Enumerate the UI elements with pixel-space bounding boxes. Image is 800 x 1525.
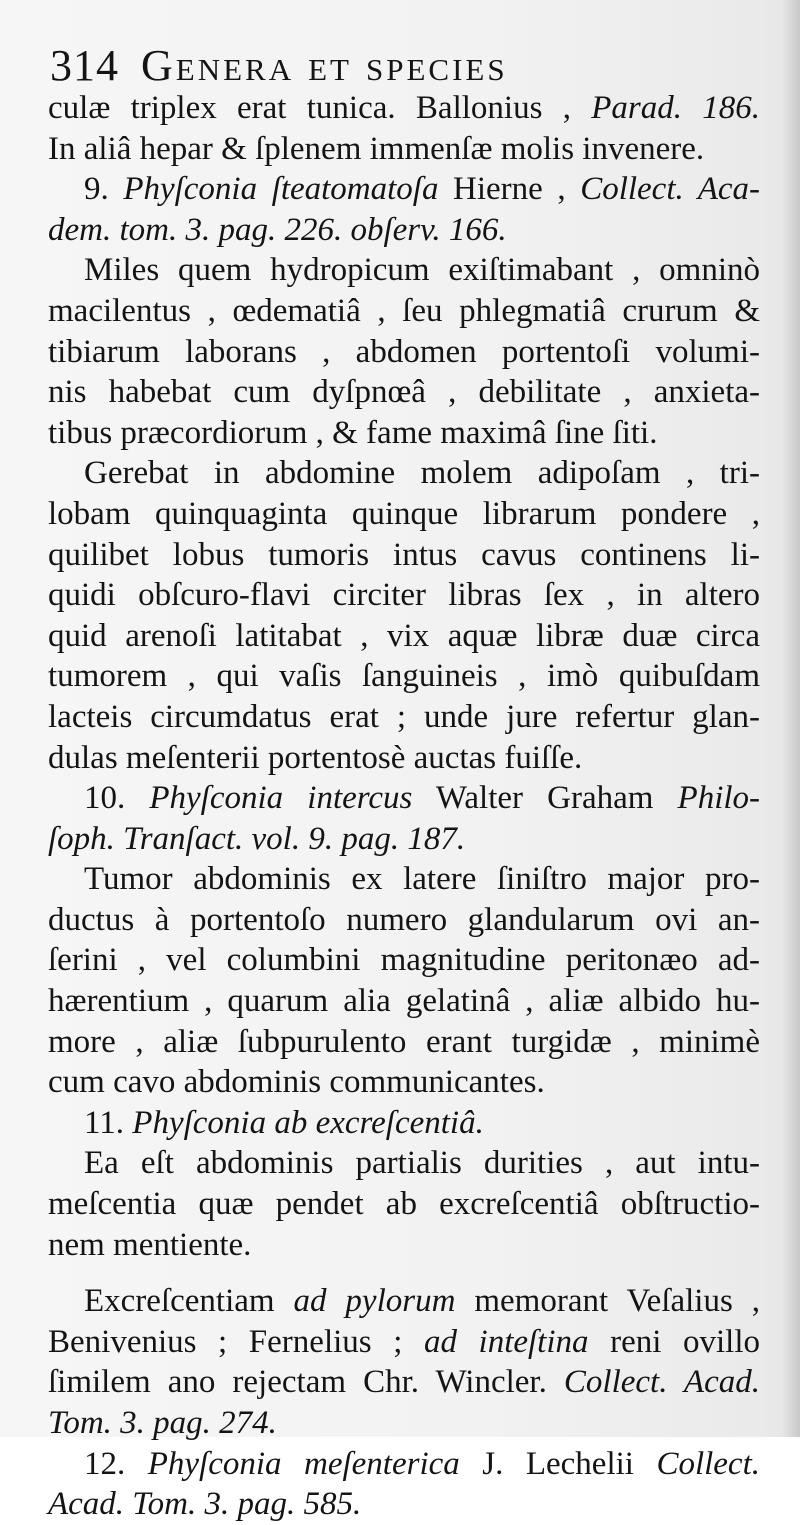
text-line [48,413,760,454]
roman-text: Excreſcentiam [84,1283,294,1320]
roman-text: nis habebat cum dyſpnœâ , debilitate , anxieta- [48,374,760,411]
text-line [48,250,760,291]
page-number: 314 [50,41,119,90]
text-line [48,900,760,941]
text-line [48,1322,760,1363]
roman-text: Miles quem hydropicum exiſtimabant , omninò [84,252,760,289]
roman-text: In aliâ hepar & ſplenem immenſæ molis invenere. [48,130,705,167]
roman-text: J. Lechelii [459,1445,657,1482]
roman-text: Gerebat in abdomine molem adipoſam , tri- [84,455,760,492]
roman-text: Ea eſt abdominis partialis durities , aut intu- [84,1145,760,1182]
text-line [48,575,760,616]
text-line [48,1484,760,1525]
body-text [48,88,760,1525]
roman-text: memorant Veſalius , [455,1283,760,1320]
text-line [48,453,760,494]
text-line [48,656,760,697]
text-line [48,291,760,332]
roman-text: 11. [84,1104,133,1141]
roman-text: ſimilem ano rejectam Chr. Wincler. [48,1364,564,1401]
roman-text: tibus præcordiorum , & fame maximâ ſine ſiti. [48,414,658,451]
roman-text: ductus à portentoſo numero glandularum ovi an- [48,901,760,938]
roman-text: more , aliæ ſubpurulento erant turgidæ , minimè [48,1023,760,1060]
roman-text: Benivenius ; Fernelius ; [48,1323,424,1360]
text-line [48,981,760,1022]
italic-text: Parad. 186. [591,90,760,126]
roman-text: 9. [84,171,124,208]
text-line [48,210,760,251]
italic-text: ad pylorum [293,1283,456,1320]
page-edge-shadow [782,0,800,1437]
text-line [48,738,760,779]
roman-text: Tumor abdominis ex latere ſiniſtro major pro- [84,861,760,898]
running-title: Genera et species [141,41,508,90]
italic-text: Tom. 3. pag. 274. [48,1405,277,1441]
roman-text: quid arenoſi latitabat , vix aquæ libræ duæ circa [48,617,760,654]
italic-text: Philo- [677,780,761,817]
roman-text: Hierne , [438,171,581,208]
running-header [50,40,770,92]
text-line [48,129,760,170]
paragraph-gap [48,1265,760,1281]
italic-text: Phyſconia intercus [149,780,413,817]
italic-text: Acad. Tom. 3. pag. 585. [48,1486,362,1523]
roman-text: reni ovillo [588,1323,760,1360]
italic-text: Phyſconia meſenterica [147,1445,460,1482]
roman-text: 12. [84,1445,148,1482]
text-line [48,88,760,129]
italic-text: Collect. Acad. [563,1364,760,1401]
text-line [48,1184,760,1225]
roman-text: ſerini , vel columbini magnitudine peritonæo ad- [48,942,760,979]
italic-text: ſoph. Tranſact. vol. 9. pag. 187. [48,820,466,857]
text-line [48,819,760,860]
roman-text: tibiarum laborans , abdomen portentoſi volumi- [48,333,760,370]
text-line [48,1022,760,1063]
text-line [48,1225,760,1266]
roman-text: meſcentia quæ pendet ab excreſcentiâ obſtructio- [48,1186,760,1223]
roman-text: tumorem , qui vaſis ſanguineis , imò quibuſdam [48,658,760,695]
italic-text: Collect. Aca- [580,171,760,208]
roman-text: lacteis circumdatus erat ; unde jure refertur glan- [48,698,760,735]
text-line [48,1362,760,1403]
roman-text: quilibet lobus tumoris intus cavus continens li- [48,536,760,573]
text-line [48,697,760,738]
italic-text: ad inteſtina [423,1323,589,1360]
text-line [48,1281,760,1322]
roman-text: macilentus , œdematiâ , ſeu phlegmatiâ crurum & [48,292,760,329]
text-line [48,494,760,535]
text-line [48,1103,760,1144]
roman-text: quidi obſcuro-flavi circiter libras ſex , in altero [48,577,760,614]
text-line [48,778,760,819]
text-line [48,940,760,981]
italic-text: dem. tom. 3. pag. 226. obſerv. 166. [48,211,507,248]
roman-text: hærentium , quarum alia gelatinâ , aliæ albido hu- [48,983,760,1020]
text-line [48,169,760,210]
text-line [48,1403,760,1444]
text-line [48,1062,760,1103]
text-line [48,1444,760,1485]
text-line [48,616,760,657]
roman-text: cum cavo abdominis communicantes. [48,1064,545,1101]
roman-text: nem mentiente. [48,1226,252,1263]
roman-text: 10. [84,780,150,817]
italic-text: Phyſconia ab excreſcentiâ. [132,1104,484,1141]
text-line [48,372,760,413]
roman-text: dulas meſenterii portentosè auctas fuiſſe. [48,739,583,776]
text-line [48,332,760,373]
roman-text: lobam quinquaginta quinque librarum pondere , [48,495,760,532]
text-line [48,859,760,900]
roman-text: Walter Graham [412,780,678,817]
roman-text: culæ triplex erat tunica. Ballonius , [48,90,592,126]
text-line [48,535,760,576]
italic-text: Collect. [656,1445,760,1482]
italic-text: Phyſconia ſteatomatoſa [123,171,439,208]
text-line [48,1143,760,1184]
